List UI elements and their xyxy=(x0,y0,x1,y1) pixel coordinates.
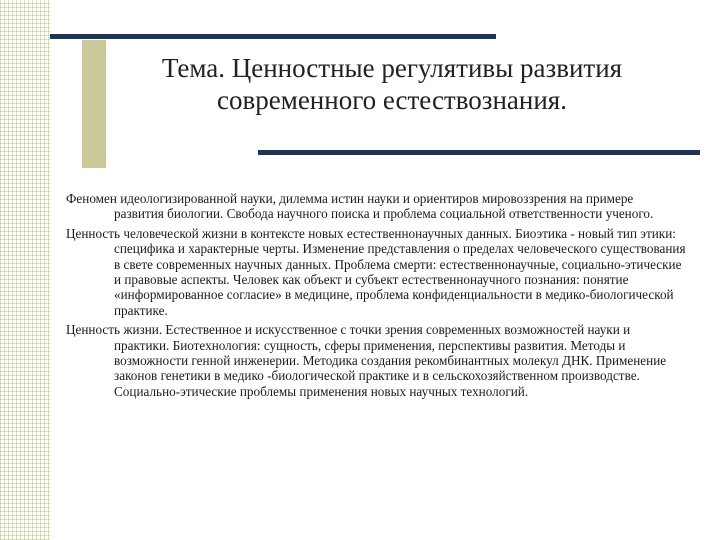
top-rule xyxy=(50,34,496,39)
title-line-2: современного естествознания. xyxy=(217,85,567,115)
slide-title xyxy=(112,52,672,116)
body-paragraph-2: Ценность человеческой жизни в контексте новых естественнонаучных данных. Биоэтика - новый тип этики: специфика и характерные черты. Изменение представления о пределах человеческого существования в свете современных научных данных. Проблема смерти: естественнонаучные, социально-этические и правовые аспекты. Человек как объект и субъект естественнонаучного познания: понятие «информированное согласие» в медицине, проблема конфиденциальности в медико-биологической практике. xyxy=(66,225,686,318)
decorative-grid-stripe xyxy=(0,0,50,540)
accent-block xyxy=(82,40,106,168)
body-paragraph-3: Ценность жизни. Естественное и искусственное с точки зрения современных возможностей науки и практики. Биотехнология: сущность, сферы применения, перспективы развития. Методы и возможности генной инженерии. Методика создания рекомбинантных молекул ДНК. Применение законов генетики в медико -биологической практике и в сельскохозяйственном производстве. Социально-этические проблемы применения новых научных технологий. xyxy=(66,322,667,399)
title-line-1: Тема. Ценностные регулятивы развития xyxy=(161,53,623,83)
body-paragraph-1: Феномен идеологизированной науки, дилемма истин науки и ориентиров мировоззрения на примере развития биологии. Свобода научного поиска и проблема социальной ответственности ученого. xyxy=(66,191,654,222)
bottom-rule xyxy=(258,150,700,155)
slide-body xyxy=(66,191,686,399)
